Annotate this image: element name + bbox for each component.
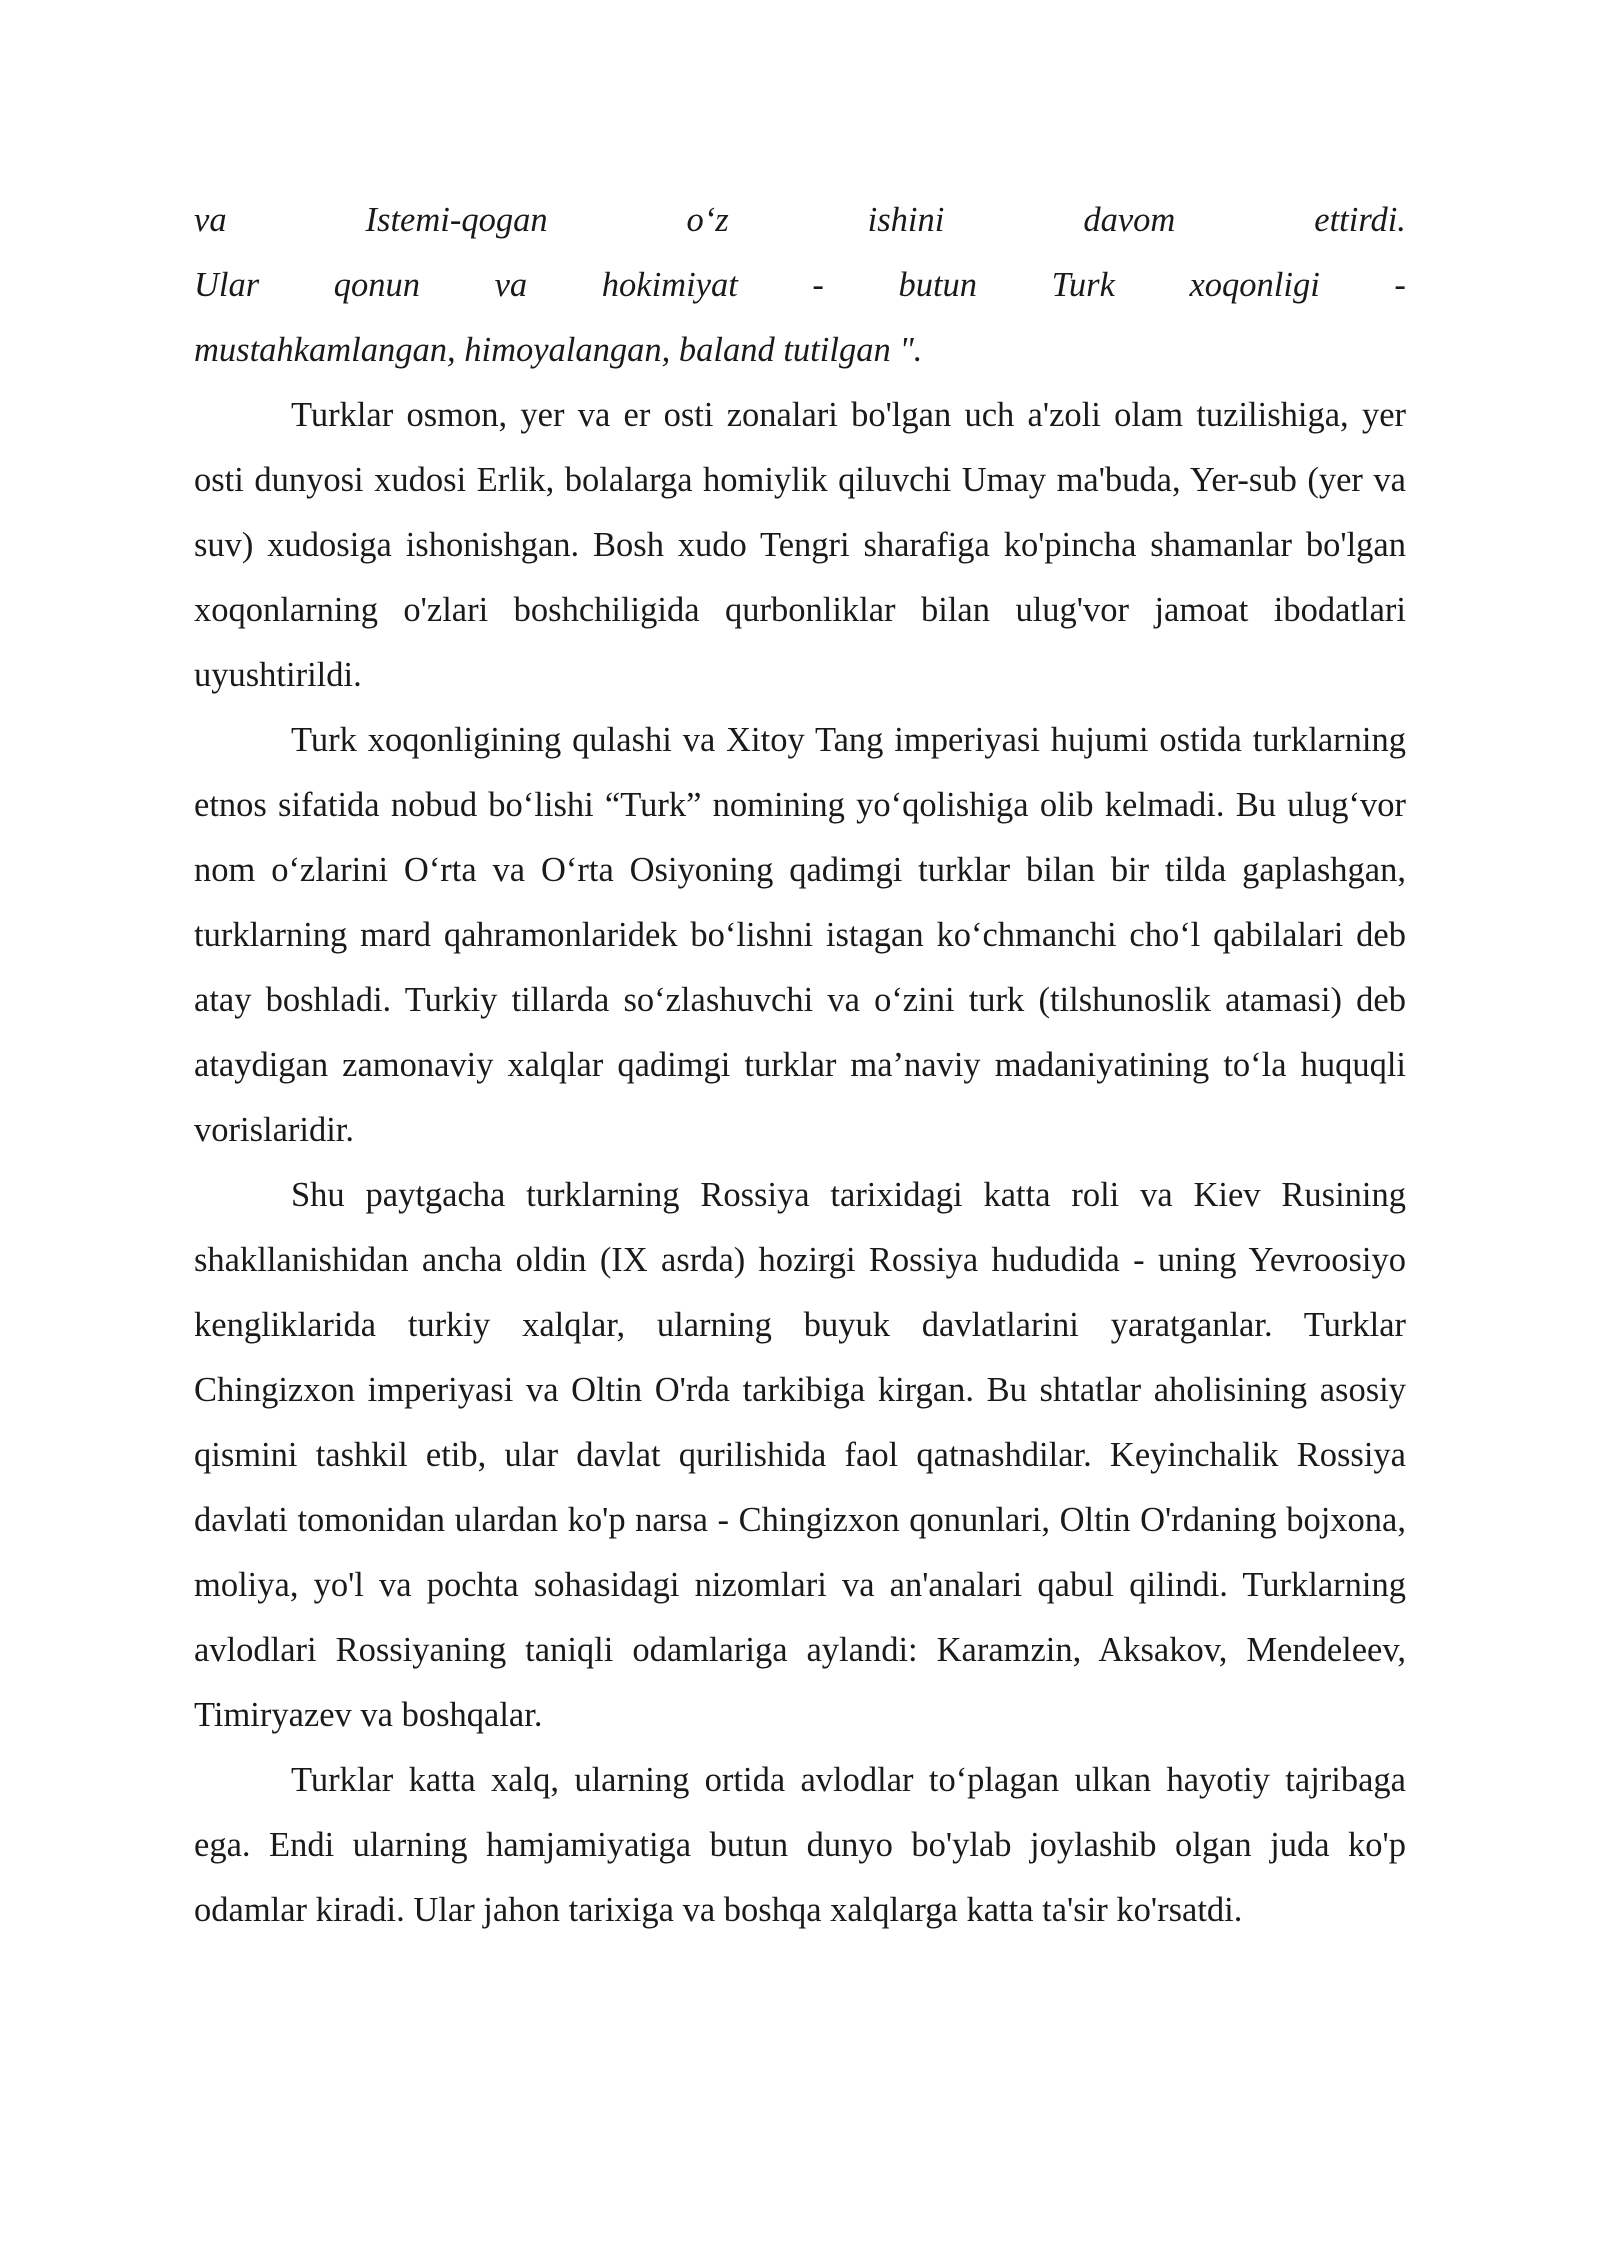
quote-word: Turk	[1051, 266, 1115, 304]
quote-word: va	[494, 266, 528, 304]
paragraph-turk-name: Turk xoqonligining qulashi va Xitoy Tang imperiyasi hujumi ostida turklarning etnos sifatida nobud bo‘lishi “Turk” nomining yo‘qolishiga olib kelmadi. Bu ulug‘vor nom o‘zlarini O‘rta va O‘rta Osiyoning qadimgi turklar bilan bir tilda gaplashgan, turklarning mard qahramonlaridek bo‘lishni istagan ko‘chmanchi cho‘l qabilalari deb atay boshladi. Turkiy tillarda so‘zlashuvchi va o‘zini turk (tilshunoslik atamasi) deb ataydigan zamonaviy xalqlar qadimgi turklar ma’naviy madaniyatining to‘la huquqli vorislaridir.	[194, 721, 1406, 1149]
quote-line-3: mustahkamlangan, himoyalangan, baland tutilgan ".	[194, 331, 923, 369]
quote-word: xoqonligi	[1189, 266, 1320, 304]
quote-word: davom	[1083, 201, 1176, 239]
quote-line-1	[194, 188, 1406, 253]
quote-word: hokimiyat	[601, 266, 738, 304]
document-page	[194, 188, 1406, 1943]
quote-line-2	[194, 253, 1406, 318]
quote-word: Ular	[194, 266, 260, 304]
quote-word: -	[1394, 266, 1406, 304]
quote-word: -	[812, 266, 824, 304]
quote-word: o‘z	[686, 201, 729, 239]
quote-word: ishini	[867, 201, 945, 239]
quote-word: va	[194, 201, 227, 239]
quote-block	[194, 188, 1406, 383]
paragraph-russia-history: Shu paytgacha turklarning Rossiya tarixidagi katta roli va Kiev Rusining shakllanishidan ancha oldin (IX asrda) hozirgi Rossiya hududida - uning Yevroosiyo kengliklarida turkiy xalqlar, ularning buyuk davlatlarini yaratganlar. Turklar Chingizxon imperiyasi va Oltin O'rda tarkibiga kirgan. Bu shtatlar aholisining asosiy qismini tashkil etib, ular davlat qurilishida faol qatnashdilar. Keyinchalik Rossiya davlati tomonidan ulardan ko'p narsa - Chingizxon qonunlari, Oltin O'rdaning bojxona, moliya, yo'l va pochta sohasidagi nizomlari va an'analari qabul qilindi. Turklarning avlodlari Rossiyaning taniqli odamlariga aylandi: Karamzin, Aksakov, Mendeleev, Timiryazev va boshqalar.	[194, 1176, 1406, 1734]
quote-word: Istemi-qogan	[365, 201, 548, 239]
quote-word: butun	[898, 266, 978, 304]
paragraph-beliefs: Turklar osmon, yer va er osti zonalari bo'lgan uch a'zoli olam tuzilishiga, yer osti dunyosi xudosi Erlik, bolalarga homiylik qiluvchi Umay ma'buda, Yer-sub (yer va suv) xudosiga ishonishgan. Bosh xudo Tengri sharafiga ko'pincha shamanlar bo'lgan xoqonlarning o'zlari boshchiligida qurbonliklar bilan ulug'vor jamoat ibodatlari uyushtirildi.	[194, 396, 1406, 694]
quote-word: ettirdi.	[1314, 201, 1406, 239]
quote-word: qonun	[333, 266, 421, 304]
paragraph-conclusion: Turklar katta xalq, ularning ortida avlodlar to‘plagan ulkan hayotiy tajribaga ega. Endi ularning hamjamiyatiga butun dunyo bo'ylab joylashib olgan juda ko'p odamlar kiradi. Ular jahon tarixiga va boshqa xalqlarga katta ta'sir ko'rsatdi.	[194, 1761, 1406, 1929]
